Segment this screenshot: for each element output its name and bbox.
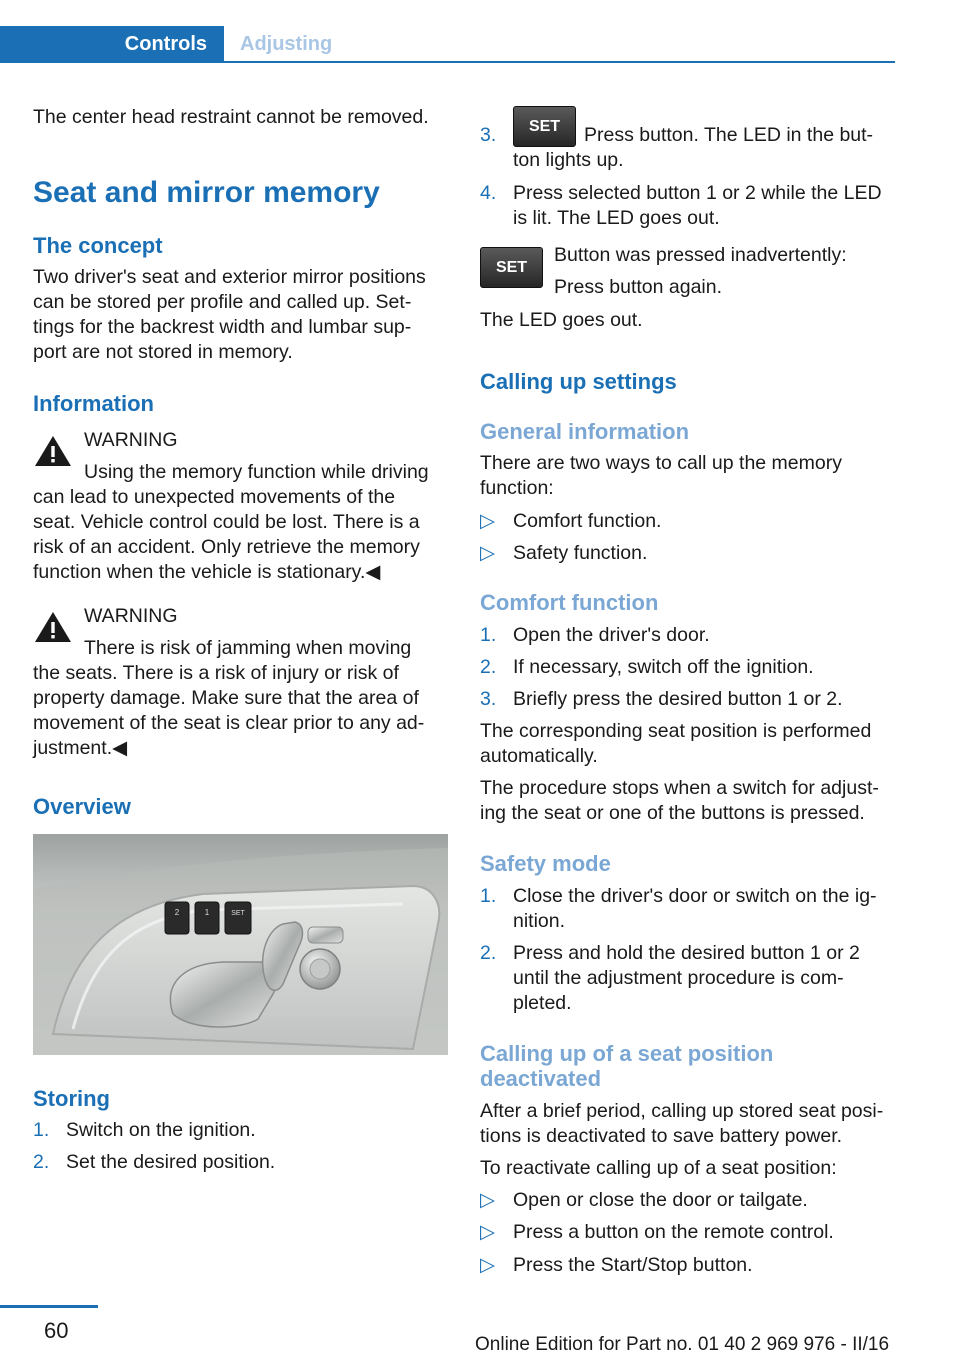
information-heading: Information (33, 391, 154, 416)
concept-line-4: port are not stored in memory. (33, 341, 293, 363)
warning-2-label: WARNING (84, 605, 178, 627)
step-3-line-2: ton lights up. (513, 149, 624, 171)
step-number: 1. (480, 885, 497, 907)
section-title: Seat and mirror memory (33, 176, 380, 209)
list-item-text: Press a button on the remote control. (513, 1221, 834, 1243)
warning-1-line-5: function when the vehicle is stationary.◀ (33, 561, 381, 583)
reactivate-intro: To reactivate calling up of a seat position: (480, 1157, 837, 1179)
tab-adjusting[interactable]: Adjusting (240, 33, 333, 55)
comfort-stop-line-1: The procedure stops when a switch for adjust‐ (480, 777, 879, 799)
warning-1-line-2: can lead to unexpected movements of the (33, 486, 396, 508)
step-text: Switch on the ignition. (66, 1119, 256, 1141)
step-number: 4. (480, 182, 497, 204)
warning-triangle-icon (33, 610, 73, 644)
step-number: 2. (33, 1151, 50, 1173)
safety-step-2-line-2: until the adjustment procedure is com‐ (513, 967, 844, 989)
general-info-heading: General information (480, 419, 690, 444)
set-button-icon: SET (513, 106, 576, 147)
calling-up-heading: Calling up settings (480, 369, 677, 394)
deactivated-heading-line-2: deactivated (480, 1066, 602, 1091)
warning-2-line-5: justment.◀ (33, 737, 128, 759)
step-number: 2. (480, 942, 497, 964)
memory-button-2-label: 2 (174, 908, 180, 917)
bullet-triangle-icon: ▷ (480, 1189, 495, 1211)
comfort-stop-line-2: ing the seat or one of the buttons is pressed. (480, 802, 865, 824)
warning-1-line-4: risk of an accident. Only retrieve the memory (33, 536, 420, 558)
memory-button-1-label: 1 (204, 908, 210, 917)
bullet-triangle-icon: ▷ (480, 510, 495, 532)
step-text: Press and hold the desired button 1 or 2 (513, 942, 860, 964)
inadvertent-line-2: Press button again. (554, 276, 723, 298)
page-number: 60 (44, 1318, 69, 1343)
step-text: Close the driver's door or switch on the ig‐ (513, 885, 877, 907)
general-line-2: function: (480, 477, 554, 499)
step-number: 3. (480, 124, 497, 146)
list-item-text: Press the Start/Stop button. (513, 1254, 753, 1276)
page-header (0, 0, 960, 64)
bullet-triangle-icon: ▷ (480, 542, 495, 564)
storing-heading: Storing (33, 1086, 110, 1111)
step-text: Set the desired position. (66, 1151, 276, 1173)
tab-controls[interactable]: Controls (0, 26, 224, 62)
step-number: 2. (480, 656, 497, 678)
intro-text: The center head restraint cannot be removed. (33, 106, 429, 128)
safety-heading: Safety mode (480, 851, 611, 876)
seat-controls-illustration (33, 834, 448, 1055)
comfort-result-line-1: The corresponding seat position is performed (480, 720, 872, 742)
header-rule (0, 61, 895, 63)
step-number: 1. (480, 624, 497, 646)
footer-rule (0, 1305, 98, 1308)
safety-step-1-line-2: nition. (513, 910, 566, 932)
concept-line-3: tings for the backrest width and lumbar sup‐ (33, 316, 412, 338)
warning-2-line-3: property damage. Make sure that the area of (33, 687, 419, 709)
deactivated-line-1: After a brief period, calling up stored seat posi‐ (480, 1100, 884, 1122)
comfort-result-line-2: automatically. (480, 745, 598, 767)
deactivated-heading-line-1: Calling up of a seat position (480, 1041, 774, 1066)
warning-2-line-2: the seats. There is a risk of injury or risk of (33, 662, 399, 684)
list-item-text: Open or close the door or tailgate. (513, 1189, 808, 1211)
step-text: Open the driver's door. (513, 624, 710, 646)
deactivated-line-2: tions is deactivated to save battery power. (480, 1125, 843, 1147)
step-text: If necessary, switch off the ignition. (513, 656, 814, 678)
concept-line-2: can be stored per profile and called up. Set‐ (33, 291, 412, 313)
concept-heading: The concept (33, 233, 163, 258)
bullet-triangle-icon: ▷ (480, 1221, 495, 1243)
comfort-heading: Comfort function (480, 590, 659, 615)
warning-triangle-icon (33, 434, 73, 468)
warning-2-line-4: movement of the seat is clear prior to any ad‐ (33, 712, 425, 734)
inadvertent-line-1: Button was pressed inadvertently: (554, 244, 847, 266)
warning-1-label: WARNING (84, 429, 178, 451)
seat-controls-photo (33, 834, 448, 1055)
warning-2-line-1: There is risk of jamming when moving (84, 637, 412, 659)
step-text: Briefly press the desired button 1 or 2. (513, 688, 843, 710)
safety-step-2-line-3: pleted. (513, 992, 572, 1014)
led-out-text: The LED goes out. (480, 309, 643, 331)
edition-text: Online Edition for Part no. 01 40 2 969 976 - II/16 (475, 1334, 890, 1355)
memory-set-button-label: SET (231, 910, 245, 917)
warning-1-line-3: seat. Vehicle control could be lost. There is a (33, 511, 420, 533)
step-3-line-1: Press button. The LED in the but‐ (584, 124, 874, 146)
general-line-1: There are two ways to call up the memory (480, 452, 842, 474)
step-4-line-2: is lit. The LED goes out. (513, 207, 720, 229)
overview-heading: Overview (33, 794, 131, 819)
list-item-text: Safety function. (513, 542, 648, 564)
list-item-text: Comfort function. (513, 510, 662, 532)
set-button-icon: SET (480, 247, 543, 288)
bullet-triangle-icon: ▷ (480, 1254, 495, 1276)
concept-line-1: Two driver's seat and exterior mirror positions (33, 266, 426, 288)
step-text: Press selected button 1 or 2 while the LED (513, 182, 882, 204)
warning-1-line-1: Using the memory function while driving (84, 461, 429, 483)
step-number: 1. (33, 1119, 50, 1141)
step-number: 3. (480, 688, 497, 710)
